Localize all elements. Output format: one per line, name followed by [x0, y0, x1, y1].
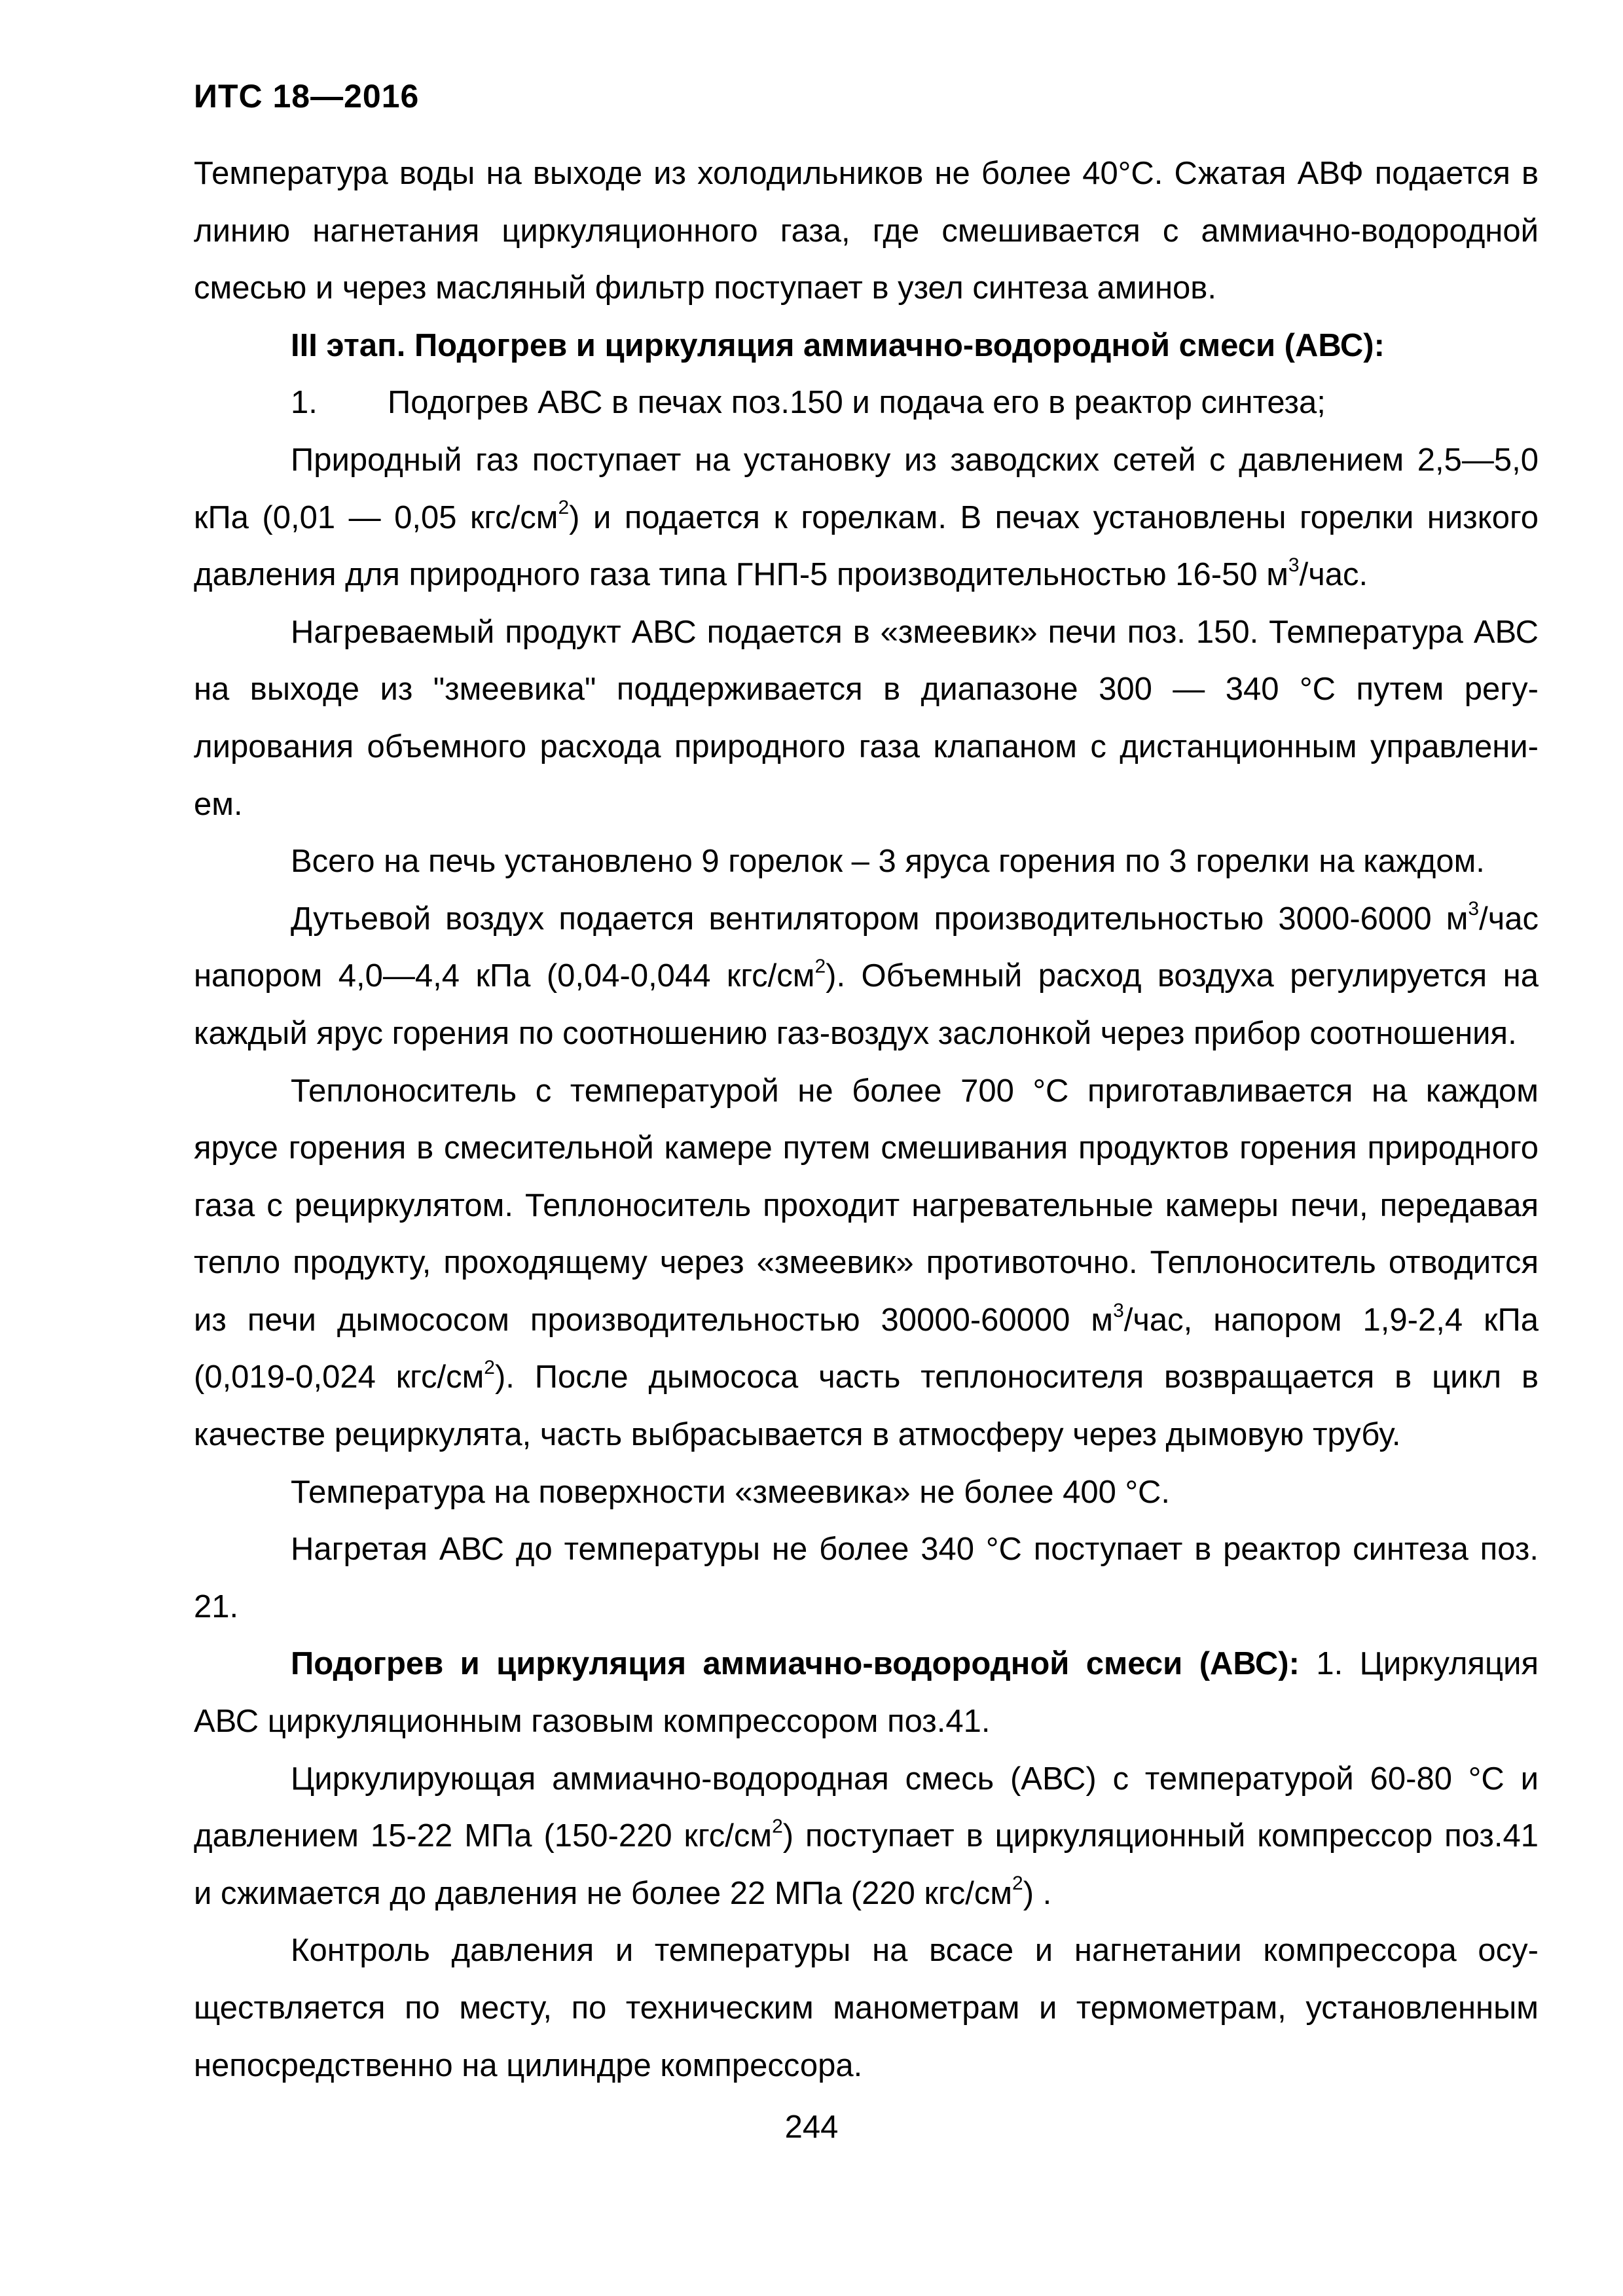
- item-text: Подогрев АВС в печах поз.150 и подача его в реактор синтеза;: [388, 385, 1326, 421]
- paragraph-text: Природный газ поступает на установку из заводских сетей с давлением 2,5—5,0 кПа (0,01 — 0,05 кгс/см: [194, 442, 1539, 535]
- paragraph-bold-lead: Подогрев и циркуляция аммиачно-водородной смеси (АВС):: [291, 1646, 1300, 1682]
- document-body: [194, 145, 1539, 2094]
- page-number: 244: [784, 2109, 839, 2145]
- paragraph-text: /час напором 4,0—4,4 кПа (0,04-0,044 кгс/см: [194, 901, 1539, 994]
- paragraph: [194, 145, 1539, 317]
- paragraph-text: Температура на поверхности «змеевика» не более 400 °С.: [291, 1474, 1171, 1510]
- paragraph-text: Всего на печь установлено 9 горелок – 3 яруса горения по 3 горелки на каждом.: [291, 844, 1485, 880]
- paragraph-text: ). После дымососа часть теплоносителя возвращается в цикл в качестве рециркулята, часть выбрасывается в атмосферу через дымовую трубу.: [194, 1359, 1539, 1453]
- paragraph-text: ) и подается к горелкам. В печах установлены горелки низкого давления для природного газа типа ГНП-5 производительностью 16-50 м: [194, 499, 1539, 593]
- superscript: 2: [484, 1357, 495, 1379]
- paragraph-text: /час.: [1299, 557, 1368, 593]
- document-header: ИТС 18—2016: [194, 78, 420, 115]
- paragraph-text: ) .: [1023, 1875, 1052, 1911]
- paragraph: [194, 1464, 1539, 1522]
- item-number: 1.: [291, 385, 318, 421]
- paragraph: [194, 604, 1539, 833]
- paragraph-text: Контроль давления и температуры на всасе и нагнетании компрессора осуществляется по месту, по техническим манометрам и термометрам, установленным непосредственно на цилиндре компрессора.: [194, 1933, 1539, 2083]
- superscript: 3: [1288, 554, 1300, 576]
- superscript: 2: [772, 1815, 783, 1837]
- superscript: 3: [1468, 898, 1480, 920]
- paragraph-text: 1. Циркуляция АВС циркуляционным газовым компрессором поз.41.: [194, 1646, 1539, 1740]
- paragraph-text: Циркулирующая аммиачно-водородная смесь (АВС) с температурой 60-80 °С и давлением 15-22 МПа (150-220 кгс/см: [194, 1761, 1539, 1854]
- paragraph-text: Температура воды на выходе из холодильников не более 40°С. Сжатая АВФ подается в линию нагнетания циркуляционного газа, где смешивается с аммиачно-водородной смесью и через масляный фильтр поступает в узел синтеза аминов.: [194, 156, 1539, 306]
- paragraph-text: Дутьевой воздух подается вентилятором производительностью 3000-6000 м: [291, 901, 1468, 937]
- superscript: 3: [1113, 1299, 1124, 1321]
- paragraph: [194, 1922, 1539, 2094]
- superscript: 2: [1012, 1873, 1023, 1895]
- paragraph-text: Теплоноситель с температурой не более 700 °С приготавливается на каждом ярусе горения в смесительной камере путем смешивания продуктов горения природного газа с рециркулятом. Теплоноситель проходит нагревательные камеры печи, передавая тепло продукту, проходящему через «змеевик» противоточно. Теплоноситель отводится из печи дымососом производительностью 30000-60000 м: [194, 1073, 1539, 1338]
- numbered-item: [194, 374, 1539, 432]
- paragraph: [194, 833, 1539, 891]
- paragraph: [194, 432, 1539, 604]
- paragraph-text: ) поступает в циркуляционный компрессор поз.41 и сжимается до давления не более 22 МПа (220 кгс/см: [194, 1818, 1539, 1911]
- paragraph-text: Нагретая АВС до температуры не более 340 °С поступает в реактор синтеза поз. 21.: [194, 1532, 1539, 1624]
- section-heading: [194, 317, 1539, 375]
- superscript: 2: [814, 955, 826, 977]
- paragraph: [194, 1521, 1539, 1636]
- paragraph-text: /час, напором 1,9-2,4 кПа (0,019-0,024 кгс/см: [194, 1302, 1539, 1395]
- paragraph-text: ). Объемный расход воздуха регулируется на каждый ярус горения по соотношению газ-воздух заслонкой через прибор соотношения.: [194, 958, 1539, 1051]
- section-heading-text: III этап. Подогрев и циркуляция аммиачно-водородной смеси (АВС):: [291, 327, 1385, 363]
- paragraph: [194, 891, 1539, 1063]
- superscript: 2: [558, 497, 570, 519]
- paragraph: [194, 1063, 1539, 1464]
- paragraph: [194, 1636, 1539, 1750]
- paragraph: [194, 1751, 1539, 1923]
- paragraph-text: Нагреваемый продукт АВС подается в «змеевик» печи поз. 150. Температура АВС на выходе из "змеевика" поддерживается в диапазоне 300 — 340 °С путем регулирования объемного расхода природного газа клапаном с дистанционным управлением.: [194, 614, 1539, 822]
